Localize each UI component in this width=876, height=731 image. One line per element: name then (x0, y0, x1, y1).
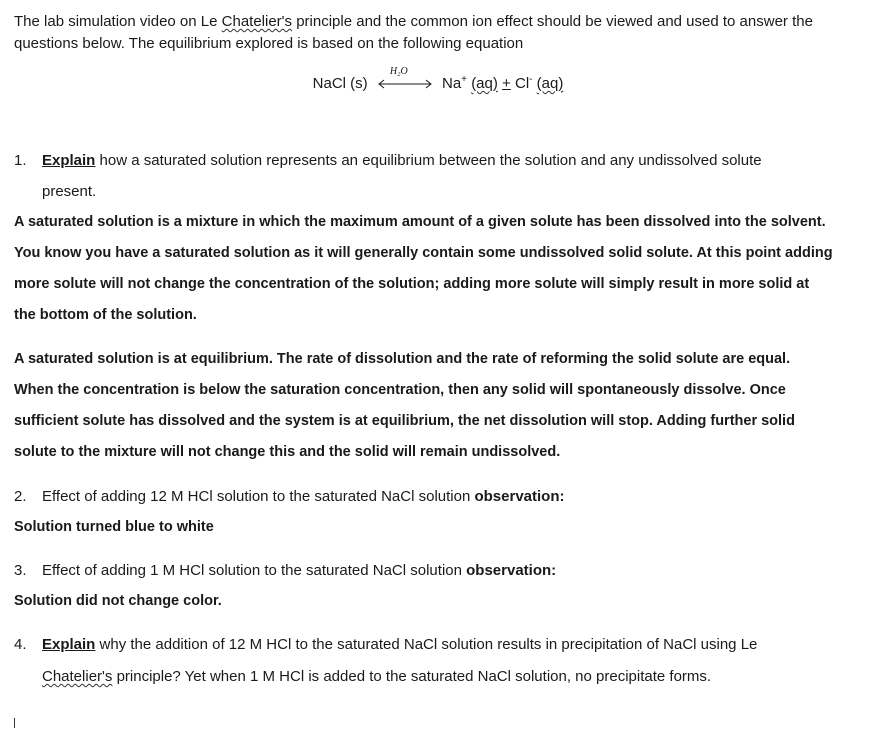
question-number: 4. (14, 636, 27, 653)
intro-paragraph (14, 11, 864, 55)
question-text: principle? Yet when 1 M HCl is added to the saturated NaCl solution, no precipitate forms. (112, 668, 712, 685)
equilibrium-arrow (376, 66, 434, 91)
answer-1b-line: solute to the mixture will not change this and the solid will remain undissolved. (14, 444, 561, 460)
question-text: why the addition of 12 M HCl to the saturated NaCl solution results in precipitation of NaCl using Le (95, 636, 758, 653)
question-keyword: Explain (42, 152, 96, 169)
text-cursor[interactable] (14, 718, 15, 728)
equation-plus: + (502, 75, 511, 92)
question-number: 3. (14, 562, 27, 579)
intro-text: The lab simulation video on Le (14, 13, 222, 30)
equation-solvent: H₂O (389, 66, 408, 78)
question-observation-label: observation: (474, 488, 565, 505)
chloride-charge: - (529, 74, 533, 85)
question-3 (14, 562, 556, 579)
double-arrow-icon (376, 77, 434, 91)
answer-3: Solution did not change color. (14, 593, 222, 609)
sodium-charge: + (461, 74, 468, 85)
answer-1b-line: A saturated solution is at equilibrium. The rate of dissolution and the rate of reforming the solid solute are equal. (14, 351, 791, 367)
answer-1-line: You know you have a saturated solution as it will generally contain some undissolved solid solute. At this point adding (14, 245, 833, 261)
question-4 (14, 636, 757, 653)
spell-flagged-word: Chatelier's (42, 668, 113, 685)
question-1-continued: present. (42, 183, 97, 200)
sodium-state: (aq) (471, 75, 498, 92)
question-observation-label: observation: (466, 562, 557, 579)
intro-text: principle and the common ion effect should be viewed and used to answer the (292, 13, 813, 30)
question-2 (14, 488, 564, 505)
question-text: Effect of adding 1 M HCl solution to the saturated NaCl solution (42, 562, 467, 579)
answer-1-line: more solute will not change the concentration of the solution; adding more solute will simply result in more solid at (14, 276, 810, 292)
question-text: how a saturated solution represents an equilibrium between the solution and any undissolved solute (95, 152, 762, 169)
question-number: 2. (14, 488, 27, 505)
spell-flagged-word: Chatelier's (221, 13, 293, 30)
equilibrium-equation (0, 66, 876, 92)
equation-reactant: NaCl (s) (312, 75, 368, 92)
question-4-continued (42, 668, 711, 685)
question-number: 1. (14, 152, 27, 169)
equation-sodium: Na (441, 75, 462, 92)
answer-1-line: the bottom of the solution. (14, 307, 197, 323)
question-keyword: Explain (42, 636, 96, 653)
equation-chloride: Cl (514, 75, 530, 92)
question-text: Effect of adding 12 M HCl solution to the saturated NaCl solution (42, 488, 475, 505)
answer-1b-line: sufficient solute has dissolved and the system is at equilibrium, the net dissolution will stop. Adding further solid (14, 413, 795, 429)
answer-2: Solution turned blue to white (14, 519, 214, 535)
intro-text: questions below. The equilibrium explored is based on the following equation (14, 35, 524, 52)
chloride-state: (aq) (536, 75, 564, 92)
answer-1-line: A saturated solution is a mixture in which the maximum amount of a given solute has been dissolved into the solvent. (14, 214, 826, 230)
question-1 (14, 152, 762, 169)
answer-1b-line: When the concentration is below the saturation concentration, then any solid will spontaneously dissolve. Once (14, 382, 786, 398)
